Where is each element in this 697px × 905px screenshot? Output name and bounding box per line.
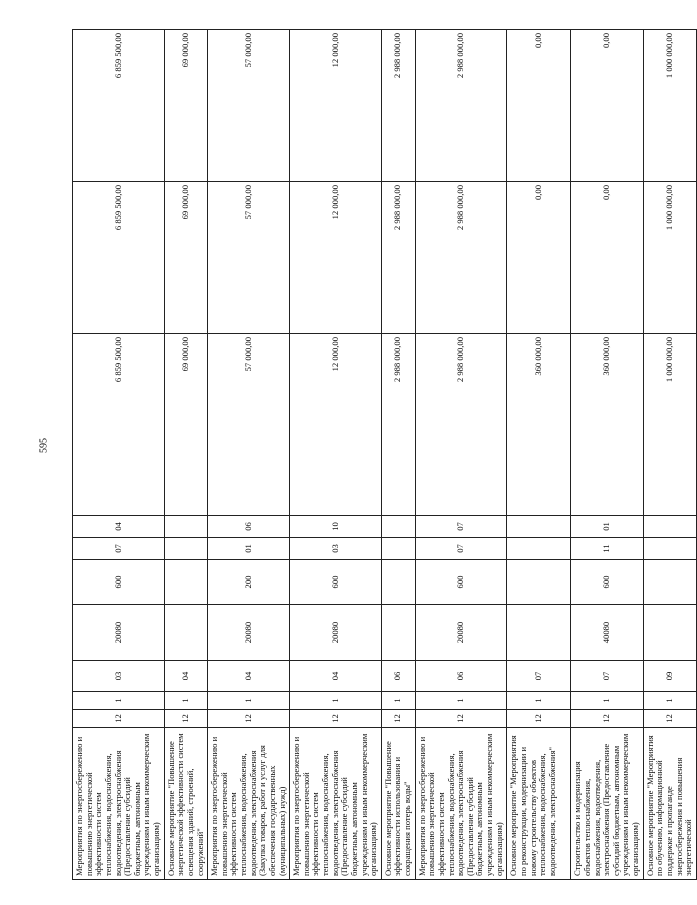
code-cell: 06 xyxy=(208,516,290,538)
amount-cell: 360 000,00 xyxy=(571,334,643,516)
amount-cell: 2 988 000,00 xyxy=(415,334,507,516)
row-name-cell: Основное мероприятие "Мероприятия по обучению, информационной поддержке и пропаганде энергосбережения и повышения энергетической xyxy=(643,728,696,880)
table-row xyxy=(73,30,165,880)
code-cell xyxy=(164,538,208,560)
code-cell: 12 xyxy=(507,710,571,728)
amount-cell: 2 988 000,00 xyxy=(381,334,415,516)
row-name-cell: Строительство и модернизация объектов теплоснабжения, водоснабжения, водоотведения, электроснабжения (Предоставление субсидий бюджетным, автономным учреждениям и иным некоммерческим организациям) xyxy=(571,728,643,880)
amount-cell: 57 000,00 xyxy=(208,30,290,182)
table-row xyxy=(507,30,571,880)
code-cell: 40080 xyxy=(571,605,643,661)
code-cell: 1 xyxy=(73,692,165,710)
code-cell xyxy=(643,538,696,560)
code-cell: 07 xyxy=(415,516,507,538)
amount-cell: 6 859 500,00 xyxy=(73,182,165,334)
code-cell: 12 xyxy=(643,710,696,728)
code-cell xyxy=(164,516,208,538)
amount-cell: 0,00 xyxy=(571,30,643,182)
code-cell: 04 xyxy=(73,516,165,538)
code-cell: 01 xyxy=(571,516,643,538)
code-cell: 1 xyxy=(164,692,208,710)
code-cell xyxy=(507,560,571,605)
code-cell xyxy=(381,538,415,560)
code-cell xyxy=(643,516,696,538)
row-name-cell: Мероприятия по энергосбережению и повышению энергетической эффективности систем теплоснабжения, водоснабжения, водоотведения, электроснабжения (Предоставление субсидий бюджетным, автономным учреждениям и иным некоммерческим организациям) xyxy=(415,728,507,880)
code-cell: 09 xyxy=(643,661,696,692)
amount-cell: 12 000,00 xyxy=(290,30,382,182)
amount-cell: 2 988 000,00 xyxy=(415,182,507,334)
code-cell: 200 xyxy=(208,560,290,605)
code-cell: 07 xyxy=(415,538,507,560)
amount-cell: 0,00 xyxy=(507,182,571,334)
amount-cell: 69 000,00 xyxy=(164,334,208,516)
table-row xyxy=(208,30,290,880)
code-cell: 12 xyxy=(208,710,290,728)
code-cell: 1 xyxy=(507,692,571,710)
table-body xyxy=(73,30,697,880)
code-cell: 600 xyxy=(73,560,165,605)
code-cell xyxy=(381,560,415,605)
table-row xyxy=(164,30,208,880)
amount-cell: 12 000,00 xyxy=(290,334,382,516)
amount-cell: 0,00 xyxy=(507,30,571,182)
code-cell: 1 xyxy=(290,692,382,710)
code-cell: 07 xyxy=(73,538,165,560)
code-cell: 10 xyxy=(290,516,382,538)
code-cell: 12 xyxy=(415,710,507,728)
code-cell: 03 xyxy=(290,538,382,560)
amount-cell: 1 000 000,00 xyxy=(643,30,696,182)
amount-cell: 69 000,00 xyxy=(164,182,208,334)
amount-cell: 57 000,00 xyxy=(208,334,290,516)
code-cell: 04 xyxy=(208,661,290,692)
code-cell: 12 xyxy=(164,710,208,728)
code-cell: 12 xyxy=(381,710,415,728)
code-cell: 07 xyxy=(507,661,571,692)
row-name-cell: Мероприятия по энергосбережению и повышению энергетической эффективности систем теплоснабжения, водоснабжения, водоотведения, электроснабжения (Закупка товаров, работ и услуг для обеспечения государственных (муниципальных) нужд) xyxy=(208,728,290,880)
code-cell: 06 xyxy=(381,661,415,692)
code-cell: 1 xyxy=(643,692,696,710)
table-viewport xyxy=(72,30,694,880)
code-cell xyxy=(643,605,696,661)
code-cell: 11 xyxy=(571,538,643,560)
row-name-cell: Основное мероприятие "Повышение эффективности использования и сокращения потерь воды" xyxy=(381,728,415,880)
amount-cell: 0,00 xyxy=(571,182,643,334)
code-cell: 1 xyxy=(381,692,415,710)
code-cell: 12 xyxy=(73,710,165,728)
table-row xyxy=(643,30,696,880)
code-cell: 07 xyxy=(571,661,643,692)
amount-cell: 2 988 000,00 xyxy=(381,182,415,334)
code-cell xyxy=(381,516,415,538)
code-cell xyxy=(507,516,571,538)
code-cell xyxy=(643,560,696,605)
amount-cell: 2 988 000,00 xyxy=(381,30,415,182)
code-cell: 03 xyxy=(73,661,165,692)
code-cell: 12 xyxy=(571,710,643,728)
code-cell: 600 xyxy=(290,560,382,605)
table-row xyxy=(290,30,382,880)
budget-table xyxy=(72,29,697,880)
row-name-cell: Основное мероприятие "Повышение энергетической эффективности систем освещения зданий, строений, сооружений" xyxy=(164,728,208,880)
amount-cell: 6 859 500,00 xyxy=(73,30,165,182)
code-cell xyxy=(381,605,415,661)
code-cell: 04 xyxy=(290,661,382,692)
code-cell xyxy=(164,605,208,661)
code-cell: 1 xyxy=(571,692,643,710)
row-name-cell: Мероприятия по энергосбережению и повышению энергетической эффективности систем теплоснабжения, водоснабжения, водоотведения, электроснабжения (Предоставление субсидий бюджетным, автономным учреждениям и иным некоммерческим организациям) xyxy=(290,728,382,880)
row-name-cell: Основное мероприятие "Мероприятия по реконструкции, модернизации и новому строительству объектов теплоснабжения, водоснабжения, водоотведения, электроснабжения" xyxy=(507,728,571,880)
amount-cell: 1 000 000,00 xyxy=(643,334,696,516)
code-cell: 06 xyxy=(415,661,507,692)
page-number: 595 xyxy=(38,438,50,453)
code-cell xyxy=(164,560,208,605)
amount-cell: 1 000 000,00 xyxy=(643,182,696,334)
code-cell: 01 xyxy=(208,538,290,560)
code-cell: 600 xyxy=(415,560,507,605)
code-cell xyxy=(507,605,571,661)
code-cell: 1 xyxy=(208,692,290,710)
amount-cell: 57 000,00 xyxy=(208,182,290,334)
table-row xyxy=(415,30,507,880)
row-name-cell: Мероприятия по энергосбережению и повышению энергетической эффективности систем теплоснабжения, водоснабжения, водоотведения, электроснабжения (Предоставление субсидий бюджетным, автономным учреждениям и иным некоммерческим организациям) xyxy=(73,728,165,880)
amount-cell: 360 000,00 xyxy=(507,334,571,516)
code-cell: 1 xyxy=(415,692,507,710)
table-row xyxy=(381,30,415,880)
code-cell: 12 xyxy=(290,710,382,728)
table-row xyxy=(571,30,643,880)
amount-cell: 69 000,00 xyxy=(164,30,208,182)
code-cell: 04 xyxy=(164,661,208,692)
code-cell: 20080 xyxy=(290,605,382,661)
amount-cell: 6 859 500,00 xyxy=(73,334,165,516)
code-cell: 600 xyxy=(571,560,643,605)
code-cell: 20080 xyxy=(415,605,507,661)
code-cell: 20080 xyxy=(208,605,290,661)
amount-cell: 2 988 000,00 xyxy=(415,30,507,182)
amount-cell: 12 000,00 xyxy=(290,182,382,334)
code-cell: 20080 xyxy=(73,605,165,661)
code-cell xyxy=(507,538,571,560)
